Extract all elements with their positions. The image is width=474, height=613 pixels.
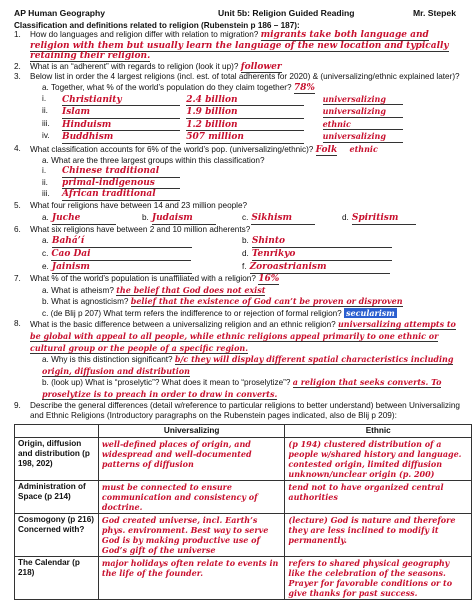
sub-question-text: b. (look up) What is “proselytic”? What does it mean to “proselytize”? xyxy=(42,378,291,388)
answer-handwritten: universalizing attempts to be global with appeal to all people, while ethnic religions appeal primarily to one ethnic or cultural group or the people of a specific region. xyxy=(30,319,456,353)
religion-name: Sikhism xyxy=(251,213,315,225)
question-2 xyxy=(8,62,466,73)
folk-group-row xyxy=(8,166,466,178)
religion-row xyxy=(8,131,466,144)
ethnic-cell: tend not to have organized central authorities xyxy=(285,480,472,513)
religion-name: Islam xyxy=(62,107,180,119)
question-7a xyxy=(8,285,466,297)
question-4a xyxy=(8,156,466,167)
roman-numeral: ii. xyxy=(42,106,48,116)
question-text: Below list in order the 4 largest religions (incl. est. of total adherents for 2020) & (universalizing/ethnic explained later)? xyxy=(30,72,460,82)
page-header xyxy=(8,5,466,19)
section-title: Classification and definitions related to religion (Rubenstein p 186 – 187): xyxy=(14,21,300,30)
question-number: 2. xyxy=(14,61,21,71)
question-text: What % of the world’s population is unaffiliated with a religion? xyxy=(30,274,256,284)
religion-name: Jainism xyxy=(52,262,192,274)
roman-numeral: ii. xyxy=(42,177,48,187)
item-letter: b. xyxy=(142,212,149,222)
column-header: Ethnic xyxy=(285,424,472,437)
question-number: 6. xyxy=(14,224,21,234)
sub-question-text: a. Together, what % of the world’s population do they claim together? xyxy=(42,82,292,92)
religion-name: Zoroastrianism xyxy=(250,262,390,274)
item-letter: a. xyxy=(42,236,49,246)
ethnic-cell: refers to shared physical geography like the celebration of the seasons. Prayer for favorable conditions or to give thanks for past success. xyxy=(285,556,472,599)
table-header-row xyxy=(15,424,472,437)
question-1 xyxy=(8,30,466,62)
question-8a xyxy=(8,354,466,377)
question-9 xyxy=(8,401,466,422)
religion-type: universalizing xyxy=(323,106,403,118)
religion-name: Buddhism xyxy=(62,132,180,144)
table-row xyxy=(15,556,472,599)
answer-handwritten: belief that the existence of God can’t be proven or disproven xyxy=(130,296,403,307)
table-row xyxy=(15,513,472,556)
sub-question-text: a. Why is this distinction significant? xyxy=(42,355,173,365)
universalizing-cell: major holidays often relate to events in the life of the founder. xyxy=(98,556,285,599)
religion-row xyxy=(8,106,466,119)
question-7b xyxy=(8,296,466,308)
adherent-count: 507 million xyxy=(186,132,304,144)
table-row xyxy=(15,437,472,480)
religion-name: Shinto xyxy=(252,236,392,248)
question-3 xyxy=(8,72,466,83)
religion-row xyxy=(8,94,466,107)
question-number: 3. xyxy=(14,72,21,82)
answer-handwritten: the belief that God does not exist xyxy=(116,284,266,295)
universalizing-cell: well-defined places of origin, and widespread and well-documented patterns of diffusion xyxy=(98,437,285,480)
item-letter: f. xyxy=(242,262,247,272)
answer-handwritten: 16% xyxy=(258,274,280,285)
folk-group-name: primal-indigenous xyxy=(62,178,180,190)
course-name: AP Human Geography xyxy=(14,8,106,18)
column-header: Universalizing xyxy=(98,424,285,437)
folk-group-row xyxy=(8,189,466,201)
folk-group-name: Chinese traditional xyxy=(62,166,180,178)
answer-handwritten: 78% xyxy=(293,82,315,93)
roman-numeral: iii. xyxy=(42,118,50,128)
question-3a xyxy=(8,83,466,94)
question-text: How do languages and religion differ with relation to migration? xyxy=(30,30,259,39)
item-letter: e. xyxy=(42,262,49,272)
adherent-count: 2.4 billion xyxy=(186,95,304,107)
religion-name: Christianity xyxy=(62,95,180,107)
column-header xyxy=(15,424,99,437)
religion-name: Cao Dai xyxy=(51,249,191,261)
answer-handwritten: Folk xyxy=(315,144,338,155)
adherent-count: 1.9 billion xyxy=(186,107,304,119)
question-number: 9. xyxy=(14,400,21,410)
roman-numeral: iv. xyxy=(42,131,50,141)
question-text: What is an “adherent” with regards to religion (look it up)? xyxy=(30,61,239,71)
teacher-name: Mr. Stepek xyxy=(413,8,456,18)
question-4 xyxy=(8,144,466,156)
row-label: Administration of Space (p 214) xyxy=(15,480,99,513)
answer-classification: ethnic xyxy=(349,143,378,154)
question-6 xyxy=(8,225,466,236)
question-8 xyxy=(8,319,466,354)
religion-pair-row xyxy=(8,235,466,248)
religion-name: Tenrikyo xyxy=(252,249,392,261)
roman-numeral: i. xyxy=(42,93,47,103)
adherent-count: 1.2 billion xyxy=(186,120,304,132)
religion-name: Bahá’í xyxy=(52,236,192,248)
universalizing-cell: must be connected to ensure communication and consistency of doctrine. xyxy=(98,480,285,513)
question-5 xyxy=(8,201,466,212)
answer-handwritten: a religion that seeks converts. To proselytize is to preach in order to draw in converts. xyxy=(42,377,442,400)
comparison-table xyxy=(14,424,472,600)
ethnic-cell: (lecture) God is nature and therefore they are less inclined to modify it permanently. xyxy=(285,513,472,556)
folk-group-name: African traditional xyxy=(62,189,180,201)
question-number: 4. xyxy=(14,143,21,153)
table-row xyxy=(15,480,472,513)
religion-pair-row xyxy=(8,261,466,274)
question-number: 1. xyxy=(14,30,21,39)
question-7c xyxy=(8,308,466,320)
item-letter: d. xyxy=(342,212,349,222)
religion-name: Judaism xyxy=(152,213,216,225)
roman-numeral: i. xyxy=(42,166,47,176)
question-text: What is the basic difference between a universalizing religion and an ethnic religion? xyxy=(30,320,336,330)
ethnic-cell: (p 194) clustered distribution of a people w/shared history and language. contested origin, limited diffusion unknown/unclear origin (p. 200) xyxy=(285,437,472,480)
religion-type: universalizing xyxy=(323,94,403,106)
folk-group-row xyxy=(8,178,466,190)
item-letter: c. xyxy=(242,212,249,222)
row-label: Origin, diffusion and distribution (p 198, 202) xyxy=(15,437,99,480)
question-text: What four religions have between 14 and 23 million people? xyxy=(30,200,248,210)
answer-handwritten: migrants take both language and religion with them but usually learn the language of the new location and typically retaining their religion. xyxy=(30,30,449,62)
item-letter: a. xyxy=(42,212,49,222)
question-number: 5. xyxy=(14,200,21,210)
religion-type: ethnic xyxy=(323,119,403,131)
religion-pair-row xyxy=(8,248,466,261)
row-label: Cosmogony (p 216) Concerned with? xyxy=(15,513,99,556)
question-text: What six religions have between 2 and 10 million adherents? xyxy=(30,224,251,234)
question-8b xyxy=(8,377,466,400)
religion-type: universalizing xyxy=(323,131,403,143)
question-text: Describe the general differences (detail w/reference to particular religions to better understand) between Universalizing and Ethnic Religions (Introductory paragraphs on the Rubenstein pages indicated, also de Blij p 209): xyxy=(30,400,460,421)
answer-handwritten: follower xyxy=(240,61,282,72)
religion-name: Spiritism xyxy=(352,213,416,225)
unit-title: Unit 5b: Religion Guided Reading xyxy=(218,8,355,18)
religion-row xyxy=(8,119,466,132)
row-label: The Calendar (p 218) xyxy=(15,556,99,599)
sub-question-text: a. What are the three largest groups within this classification? xyxy=(42,155,265,165)
religion-list-row xyxy=(8,212,466,225)
item-letter: b. xyxy=(242,236,249,246)
question-number: 8. xyxy=(14,319,21,329)
universalizing-cell: God created universe, incl. Earth’s phys. environment. Best way to serve God is by making productive use of God’s gift of the universe xyxy=(98,513,285,556)
question-text: What classification accounts for 6% of the world’s pop. (universalizing/ethnic)? xyxy=(30,144,314,154)
answer-handwritten: b/c they will display different spatial characteristics including origin, diffusion and distribution xyxy=(42,354,454,376)
religion-name: Hinduism xyxy=(62,120,180,132)
question-number: 7. xyxy=(14,274,21,284)
answer-highlighted: secularism xyxy=(346,307,395,318)
sub-question-text: c. (de Blij p 207) What term refers the indifference to or rejection of formal religion? xyxy=(42,308,342,318)
roman-numeral: iii. xyxy=(42,189,50,199)
religion-name: Juche xyxy=(52,213,116,225)
question-7 xyxy=(8,274,466,285)
item-letter: d. xyxy=(242,249,249,259)
sub-question-text: b. What is agnosticism? xyxy=(42,297,129,307)
sub-question-text: a. What is atheism? xyxy=(42,285,114,295)
item-letter: c. xyxy=(42,249,49,259)
